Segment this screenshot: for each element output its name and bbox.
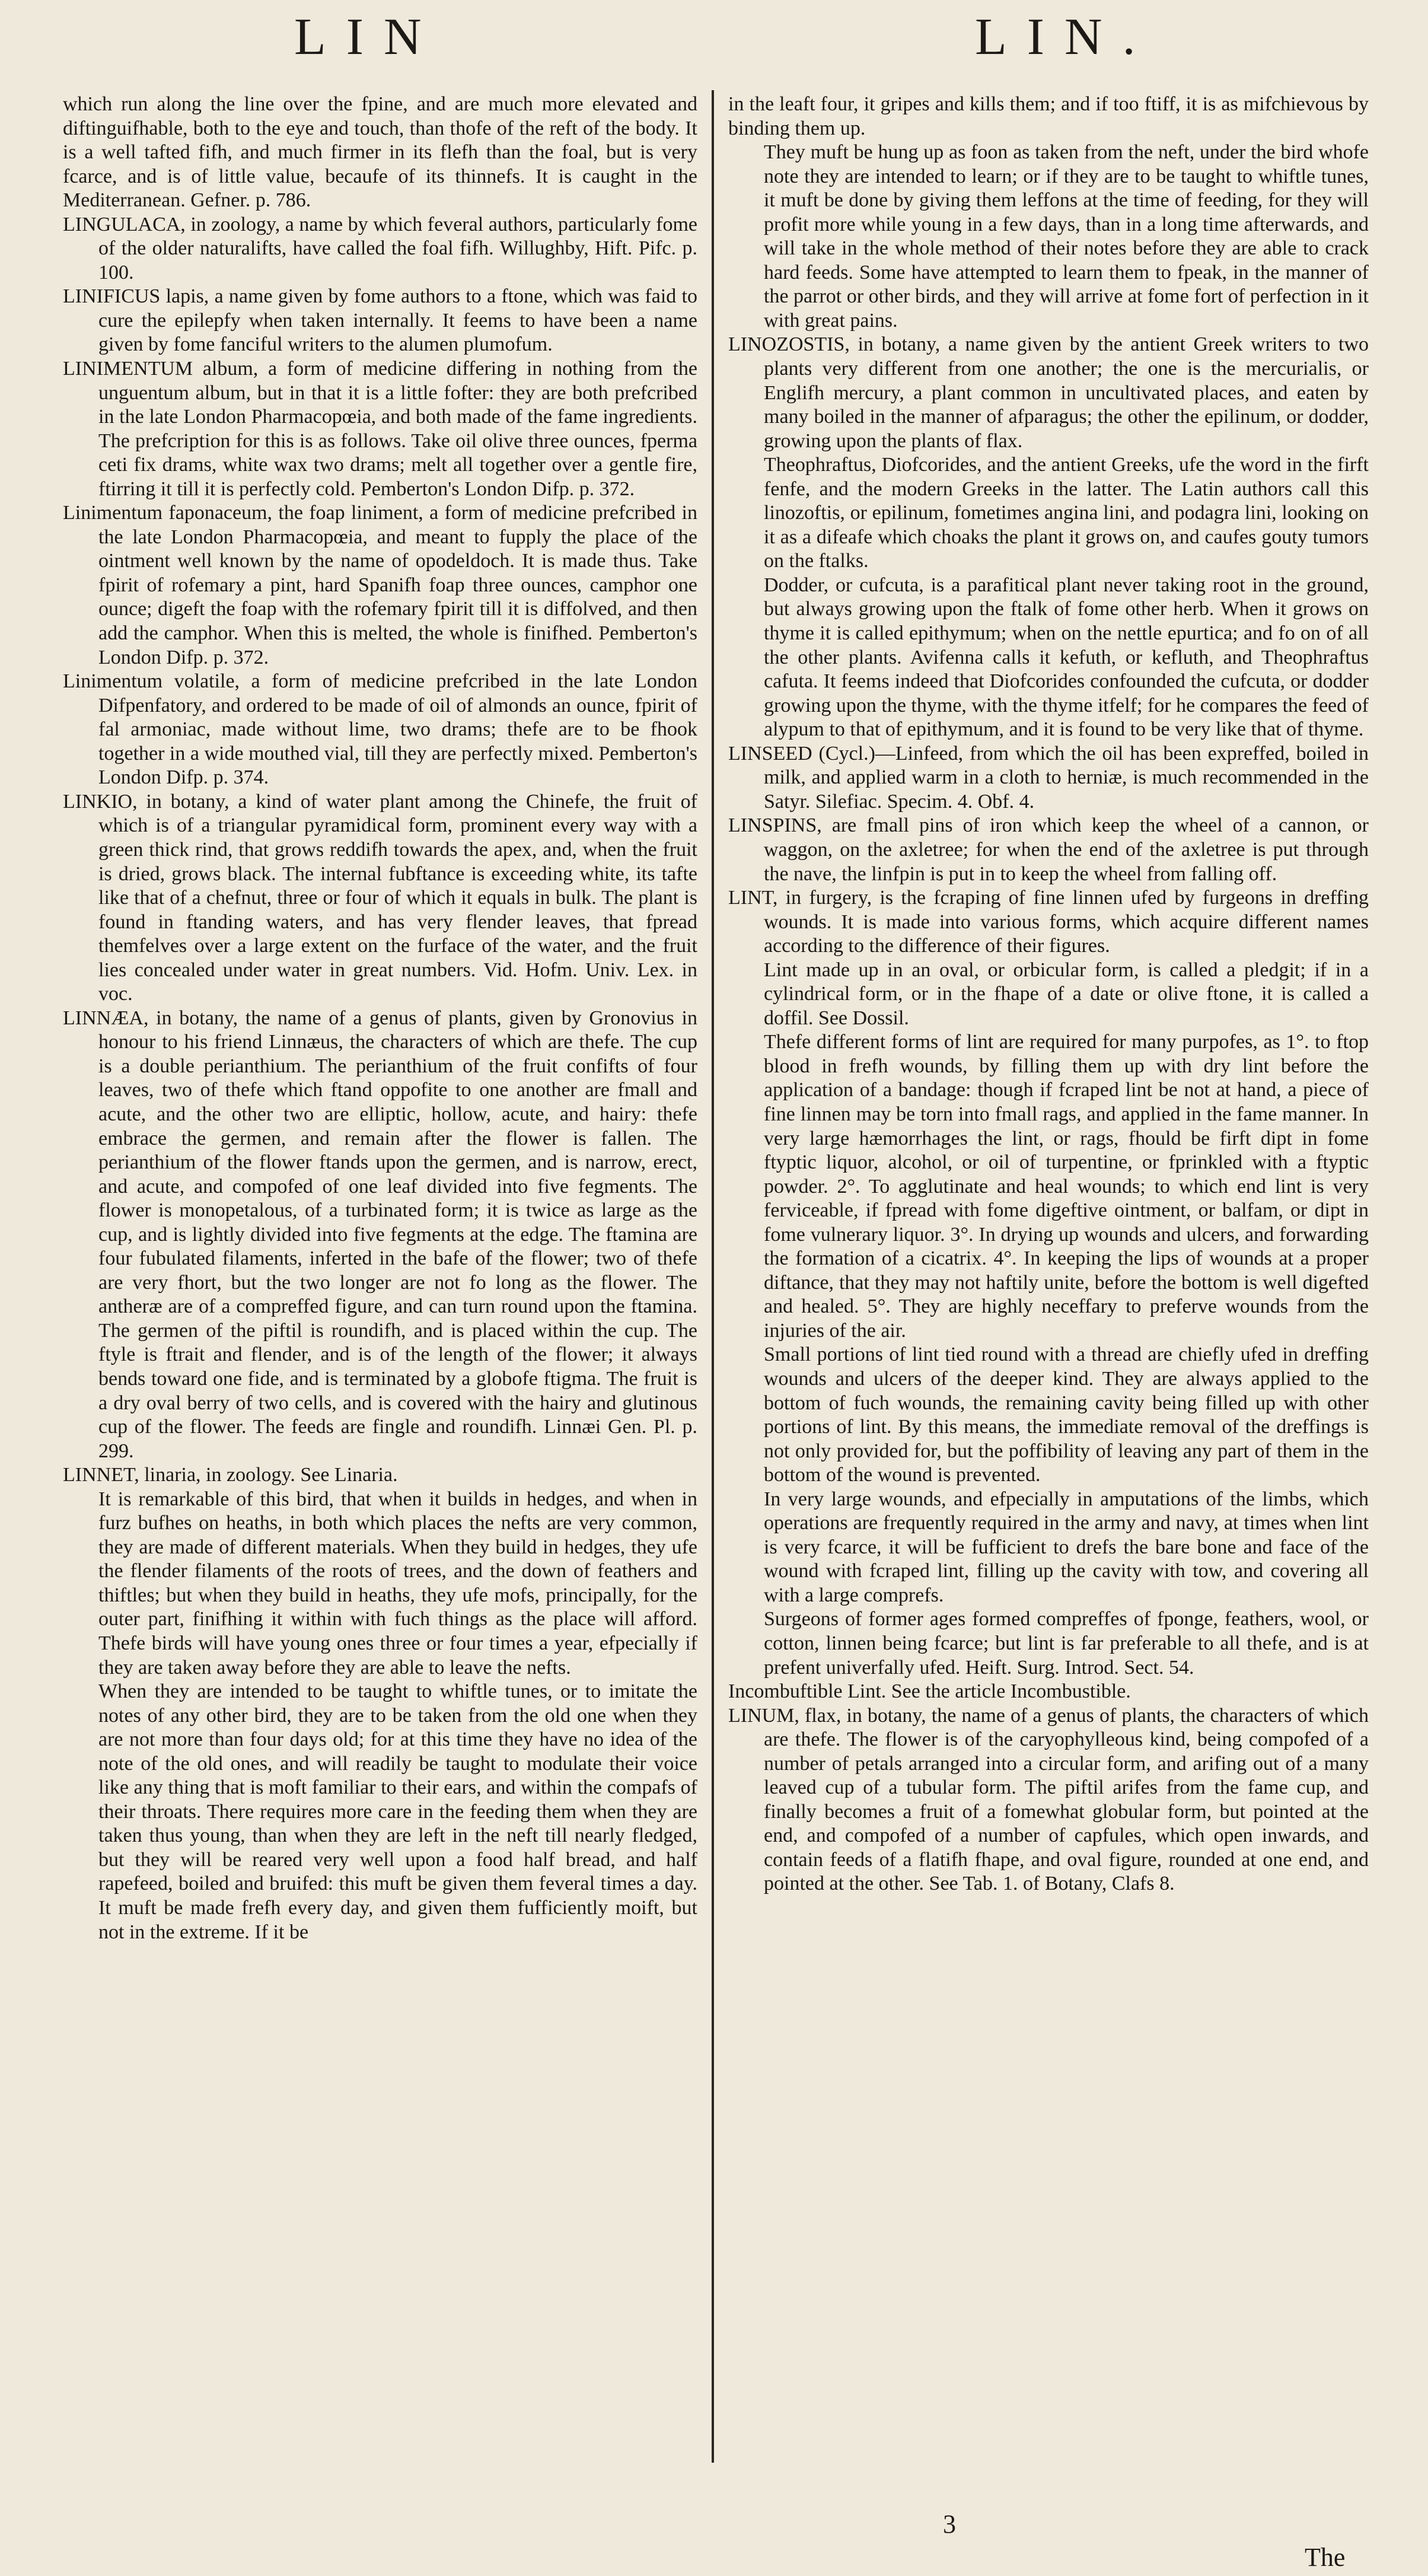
running-head-left: LIN bbox=[294, 8, 442, 66]
left-column bbox=[63, 93, 697, 1944]
entry-incombustible-lint: Incombuftible Lint. See the article Incombustible. bbox=[728, 1680, 1131, 1703]
paragraph-linozostis-dodder: Dodder, or cufcuta, is a parafitical plant never taking root in the ground, but always growing upon the ftalk of fome other herb. When it grows on thyme it is called epithymum; when on the nettle epurtica; and fo on of all the other plants. Avifenna calls it kefuth, or kefluth, and Theophraftus cafuta. It feems indeed that Diofcorides confounded the cufcuta, or dodder growing upon the thyme, with the thyme itfelf; for he compares the feed of alypum to that of epithymum, and it is found to be very like that of thyme. bbox=[764, 574, 1369, 741]
entry-linkio: LINKIO, in botany, a kind of water plant among the Chinefe, the fruit of which is of a triangular pyramidical form, prominent every way with a green thick rind, that grows reddifh towards the apex, and, when the fruit is dried, grows black. The internal fubftance is exceeding white, its tafte like that of a chefnut, three or four of which it equals in bulk. The plant is found in ftanding waters, and has very flender leaves, that fpread themfelves over a large extent on the furface of the water, and the fruit lies concealed under water in great numbers. Vid. Hofm. Univ. Lex. in voc. bbox=[63, 790, 697, 1005]
entry-linozostis: LINOZOSTIS, in botany, a name given by the antient Greek writers to two plants very different from one another; the one is the mercurialis, or Englifh mercury, a plant common in uncultivated places, and eaten by many boiled in the manner of afparagus; the other the epilinum, or dodder, growing upon the plants of flax. bbox=[728, 333, 1369, 452]
entry-lint: LINT, in furgery, is the fcraping of fine linnen ufed by furgeons in dreffing wounds. It is made into various forms, which acquire different names according to the difference of their figures. bbox=[728, 887, 1369, 957]
entry-linimentum-volatile: Linimentum volatile, a form of medicine prefcribed in the late London Difpenfatory, and ordered to be made of oil of almonds an ounce, fpirit of fal armoniac, made without lime, two drams; thefe are to be fhook together in a wide mouthed vial, till they are perfectly mixed. Pemberton's London Difp. p. 374. bbox=[63, 670, 697, 789]
entry-linseed: LINSEED (Cycl.)—Linfeed, from which the oil has been expreffed, boiled in milk, and applied warm in a cloth to herniæ, is much recommended in the Satyr. Silefiac. Specim. 4. Obf. 4. bbox=[728, 742, 1369, 813]
entry-linspins: LINSPINS, are fmall pins of iron which keep the wheel of a cannon, or waggon, on the axletree; for when the end of the axletree is put through the nave, the linfpin is put in to keep the wheel from falling off. bbox=[728, 814, 1369, 885]
page-footer bbox=[0, 2509, 1428, 2574]
running-head-right: LIN. bbox=[975, 8, 1156, 66]
paragraph-linozostis-theophrastus: Theophraftus, Diofcorides, and the antient Greeks, ufe the word in the firft fenfe, and the modern Greeks in the latter. The Latin authors call this linozoftis, or epilinum, fometimes angina lini, and podagra lini, looking on it as a difeafe which choaks the plant it grows on, and caufes gouty tumors on the ftalks. bbox=[764, 454, 1369, 572]
paragraph-lint-purposes: Thefe different forms of lint are required for many purpofes, as 1°. to ftop blood in frefh wounds, by filling them up with dry lint before the application of a bandage: though if fcraped lint be not at hand, a piece of fine linnen may be torn into fmall rags, and applied in the fame manner. In very large hæmorrhages the lint, or rags, fhould be firft dipt in fome ftyptic liquor, alcohol, or oil of turpentine, or fprinkled with a ftyptic powder. 2°. To agglutinate and heal wounds; to which end lint is very ferviceable, if fpread with fome digeftive ointment, or balfam, or dipt in fome vulnerary liquor. 3°. In drying up wounds and ulcers, and forwarding the formation of a cicatrix. 4°. In keeping the lips of wounds at a proper diftance, that they may not haftily unite, before the bottom is well digefted and healed. 5°. They are highly neceffary to preferve wounds from the injuries of the air. bbox=[764, 1031, 1369, 1342]
paragraph-linnet-nests: It is remarkable of this bird, that when it builds in hedges, and when in furz bufhes on heaths, in both which places the nefts are very common, they are made of different materials. When they build in hedges, they ufe the flender filaments of the roots of trees, and the down of feathers and thiftles; but when they build in heaths, they ufe mofs, principally, for the outer part, finifhing it within with fuch things as the place will afford. Thefe birds will have young ones three or four times a year, efpecially if they are taken away before they are able to leave the nefts. bbox=[98, 1488, 697, 1679]
paragraph-lint-pledgit: Lint made up in an oval, or orbicular form, is called a pledgit; if in a cylindrical form, or in the fhape of a date or olive ftone, it is called a doffil. See Dossil. bbox=[764, 959, 1369, 1029]
entry-continuation: which run along the line over the fpine, and are much more elevated and diftinguifhable, both to the eye and touch, than thofe of the reft of the body. It is a well tafted fifh, and much firmer in its flefh than the foal, but is very fcarce, and is of little value, becaufe of its thinnefs. It is caught in the Mediterranean. Gefner. p. 786. bbox=[63, 93, 697, 212]
entry-linnet: LINNET, linaria, in zoology. See Linaria. bbox=[63, 1464, 398, 1486]
entry-continuation: in the leaft four, it gripes and kills them; and if too ftiff, it is as mifchievous by binding them up. bbox=[728, 93, 1369, 139]
column-divider-rule bbox=[712, 90, 714, 2463]
running-head bbox=[0, 0, 1428, 89]
entry-linimentum-album: LINIMENTUM album, a form of medicine differing in nothing from the unguentum album, but in that it is a little fofter: they are both prefcribed in the late London Pharmacopœia, and both made of the fame ingredients. The prefcription for this is as follows. Take oil olive three ounces, fperma ceti fix drams, white wax two drams; melt all together over a gentle fire, ftirring it till it is perfectly cold. Pemberton's London Difp. p. 372. bbox=[63, 358, 697, 500]
paragraph-lint-large-wounds: In very large wounds, and efpecially in amputations of the limbs, which operations are frequently required in the army and navy, at times when lint is very fcarce, it will be fufficient to drefs the bare bone and face of the wound with fcraped lint, filling up the cavity with tow, and covering all with a large comprefs. bbox=[764, 1488, 1369, 1606]
paragraph-lint-surgeons: Surgeons of former ages formed compreffes of fponge, feathers, wool, or cotton, linnen being fcarce; but lint is far preferable to all thefe, and is at prefent univerfally ufed. Heift. Surg. Introd. Sect. 54. bbox=[764, 1608, 1369, 1679]
paragraph-linnet-teaching: When they are intended to be taught to whiftle tunes, or to imitate the notes of any other bird, they are to be taken from the old one when they are not more than four days old; for at this time they have no idea of the note of the old ones, and will readily be taught to modulate their voice like any thing that is moft familiar to their ears, and within the compafs of their throats. There requires more care in the feeding them when they are taken thus young, than when they are left in the neft till nearly fledged, but they will be reared very well upon a food half bread, and half rapefeed, boiled and bruifed: this muft be given them feveral times a day. It muft be made frefh every day, and given them fufficiently moift, but not in the extreme. If it be bbox=[98, 1680, 697, 1943]
right-column bbox=[728, 93, 1369, 1896]
signature-mark: 3 bbox=[943, 2510, 956, 2539]
catchword: The bbox=[1305, 2543, 1346, 2572]
entry-lingulaca: LINGULACA, in zoology, a name by which feveral authors, particularly fome of the older naturalifts, have called the foal fifh. Willughby, Hift. Pifc. p. 100. bbox=[63, 213, 697, 284]
entry-linificus: LINIFICUS lapis, a name given by fome authors to a ftone, which was faid to cure the epilepfy when taken internally. It feems to have been a name given by fome fanciful writers to the alumen plumofum. bbox=[63, 285, 697, 356]
paragraph-linnet-hanging: They muft be hung up as foon as taken from the neft, under the bird whofe note they are intended to learn; or if they are to be taught to whiftle tunes, it muft be done by giving them leffons at the time of feeding, for they will profit more while young in a few days, than in a long time afterwards, and will take in the whole method of their notes before they are able to crack hard feeds. Some have attempted to learn them to fpeak, in the manner of the parrot or other birds, and they will arrive at fome fort of perfection in it with great pains. bbox=[764, 141, 1369, 332]
paragraph-lint-small-portions: Small portions of lint tied round with a thread are chiefly ufed in dreffing wounds and ulcers of the deeper kind. They are always applied to the bottom of fuch wounds, the remaining cavity being filled up with other portions of lint. By this means, the immediate removal of the dreffings is not only provided for, but the poffibility of leaving any part of them in the bottom of the wound is prevented. bbox=[764, 1343, 1369, 1486]
entry-linnaea: LINNÆA, in botany, the name of a genus of plants, given by Gronovius in honour to his friend Linnæus, the characters of which are thefe. The cup is a double perianthium. The perianthium of the fruit confifts of four leaves, two of thefe which ftand oppofite to one another are fmall and acute, and the other two are elliptic, hollow, acute, and hairy: thefe embrace the germen, and remain after the flower is fallen. The perianthium of the flower ftands upon the germen, and is narrow, erect, and acute, and compofed of one leaf divided into five fegments. The flower is monopetalous, of a turbinated form; it is twice as large as the cup, and is lightly divided into five fegments at the edge. The ftamina are four fubulated filaments, inferted in the bafe of the flower; two of thefe are very fhort, but the two longer are not fo long as the flower. The antheræ are of a compreffed figure, and can turn round upon the ftamina. The germen of the piftil is roundifh, and is placed within the cup. The ftyle is ftrait and flender, and is of the length of the flower; it always bends toward one fide, and is terminated by a globofe ftigma. The fruit is a dry oval berry of two cells, and is covered with the hairy and glutinous cup of the flower. The feeds are fingle and roundifh. Linnæi Gen. Pl. p. 299. bbox=[63, 1007, 697, 1462]
entry-linum: LINUM, flax, in botany, the name of a genus of plants, the characters of which are thefe. The flower is of the caryophylleous kind, being compofed of a number of petals arranged into a circular form, and arifing out of a many leaved cup of a tubular form. The piftil arifes from the fame cup, and finally becomes a fruit of a fomewhat globular form, but pointed at the end, and compofed of a number of capfules, which open inwards, and contain feeds of a flatifh fhape, and oval figure, rounded at one end, and pointed at the other. See Tab. 1. of Botany, Clafs 8. bbox=[728, 1704, 1369, 1895]
entry-linimentum-saponaceum: Linimentum faponaceum, the foap liniment, a form of medicine prefcribed in the late London Pharmacopœia, and meant to fupply the place of the ointment well known by the name of opodeldoch. It is made thus. Take fpirit of rofemary a pint, hard Spanifh foap three ounces, camphor one ounce; digeft the foap with the rofemary fpirit till it is diffolved, and then add the camphor. When this is melted, the whole is finifhed. Pemberton's London Difp. p. 372. bbox=[63, 502, 697, 668]
